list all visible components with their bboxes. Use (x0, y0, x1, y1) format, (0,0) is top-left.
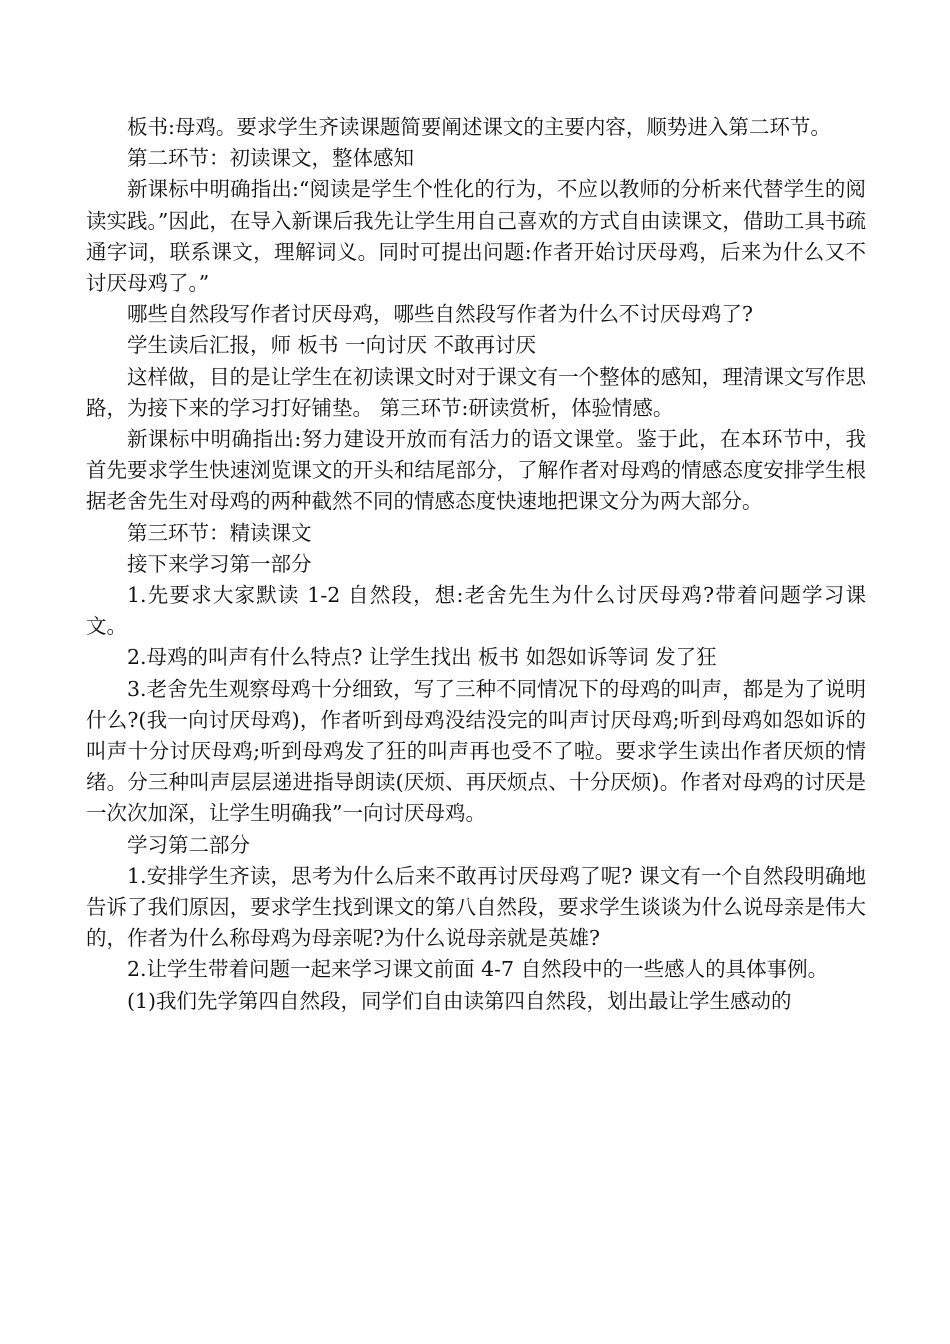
paragraph-step-2: 2.母鸡的叫声有什么特点? 让学生找出 板书 如怨如诉等词 发了狂 (127, 645, 717, 670)
heading-part-one: 接下来学习第一部分 (127, 551, 312, 576)
paragraph-curriculum-reading: 新课标中明确指出:“阅读是学生个性化的行为，不应以教师的分析来代替学生的阅读实践。”因此，在导入新课后我先让学生用自己喜欢的方式自由读课文，借助工具书疏通字词，联系课文，理解词义。同时可提出问题:作者开始讨厌母鸡，后来为什么又不讨厌母鸡了。” (86, 177, 866, 296)
heading-section-two: 第二环节：初读课文，整体感知 (127, 146, 414, 171)
heading-part-two: 学习第二部分 (127, 832, 250, 857)
document-page (86, 112, 866, 1017)
paragraph-question-paragraphs: 哪些自然段写作者讨厌母鸡，哪些自然段写作者为什么不讨厌母鸡了? (127, 302, 753, 327)
paragraph-purpose: 这样做，目的是让学生在初读课文时对于课文有一个整体的感知，理清课文写作思路，为接下来的学习打好铺垫。 第三环节:研读赏析，体验情感。 (86, 364, 866, 420)
paragraph-part-two-step-2-1: (1)我们先学第四自然段，同学们自由读第四自然段，划出最让学生感动的 (127, 988, 792, 1013)
paragraph-curriculum-classroom: 新课标中明确指出:努力建设开放而有活力的语文课堂。鉴于此，在本环节中，我首先要求学生快速浏览课文的开头和结尾部分，了解作者对母鸡的情感态度安排学生根据老舍先生对母鸡的两种截然不同的情感态度快速地把课文分为两大部分。 (86, 427, 866, 514)
paragraph-board-title: 板书:母鸡。要求学生齐读课题简要阐述课文的主要内容，顺势进入第二环节。 (127, 115, 831, 139)
paragraph-step-3: 3.老舍先生观察母鸡十分细致，写了三种不同情况下的母鸡的叫声，都是为了说明什么?(我一向讨厌母鸡)，作者听到母鸡没结没完的叫声讨厌母鸡;听到母鸡如怨如诉的叫声十分讨厌母鸡;听到母鸡发了狂的叫声再也受不了啦。要求学生读出作者厌烦的情绪。分三种叫声层层递进指导朗读(厌烦、再厌烦点、十分厌烦)。作者对母鸡的讨厌是一次次加深，让学生明确我”一向讨厌母鸡。 (86, 676, 866, 826)
paragraph-part-two-step-1: 1.安排学生齐读，思考为什么后来不敢再讨厌母鸡了呢? 课文有一个自然段明确地告诉了我们原因，要求学生找到课文的第八自然段，要求学生谈谈为什么说母亲是伟大的，作者为什么称母鸡为母亲呢?为什么说母亲就是英雄? (86, 863, 866, 951)
heading-section-three: 第三环节：精读课文 (127, 520, 312, 545)
paragraph-student-report: 学生读后汇报，师 板书 一向讨厌 不敢再讨厌 (127, 333, 537, 358)
paragraph-step-1: 1.先要求大家默读 1-2 自然段，想:老舍先生为什么讨厌母鸡?带着问题学习课文。 (86, 583, 866, 639)
paragraph-part-two-step-2: 2.让学生带着问题一起来学习课文前面 4-7 自然段中的一些感人的具体事例。 (127, 957, 829, 982)
